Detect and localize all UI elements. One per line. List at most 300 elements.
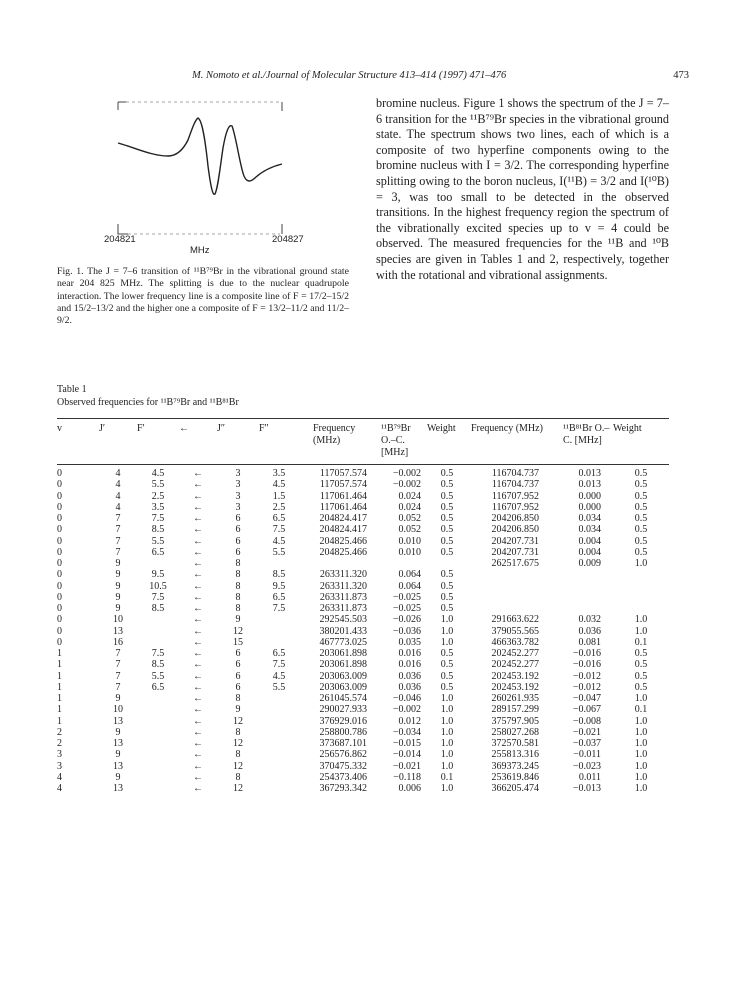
table-row: [57, 592, 669, 603]
spectrum-trace: [118, 118, 282, 194]
cell-weight-79: 0.5: [440, 580, 454, 592]
cell-weight-81: 0.5: [634, 648, 648, 659]
cell-j-upper: 9: [115, 693, 121, 704]
cell-oc-81: −0.012: [572, 670, 601, 682]
cell-oc-81: 0.011: [578, 771, 601, 783]
table-row: [57, 536, 669, 547]
cell-j-upper: 4: [115, 501, 121, 513]
cell-j-lower: 6: [235, 524, 241, 536]
cell-weight-79: 0.5: [440, 513, 454, 524]
cell-oc-81: 0.036: [578, 625, 601, 637]
table-row: [57, 491, 669, 502]
table-row: [57, 693, 669, 704]
cell-weight-79: [427, 558, 467, 569]
cell-f-upper: 5.5: [151, 479, 165, 491]
cell-j-upper: 9: [115, 603, 121, 614]
cell-f-lower: 4.5: [272, 479, 286, 491]
cell-j-upper: 4: [115, 490, 121, 502]
cell-v: 3: [57, 749, 62, 761]
cell-f-upper: [137, 783, 179, 794]
cell-weight-79: 0.5: [440, 591, 454, 603]
cell-j-lower: 6: [235, 535, 241, 547]
cell-frequency-81: 204206.850: [491, 513, 539, 524]
cell-v: 1: [57, 648, 62, 659]
cell-j-upper: 13: [113, 625, 123, 637]
cell-f-lower: 4.5: [272, 535, 286, 547]
cell-frequency-79: 292545.503: [319, 614, 367, 626]
cell-frequency-81: [467, 569, 557, 580]
cell-weight-81: 0.5: [634, 546, 648, 558]
col-header-f-lower: F″: [259, 423, 269, 434]
cell-j-lower: 8: [235, 558, 241, 569]
cell-frequency-81: 204206.850: [491, 524, 539, 536]
cell-weight-79: 0.5: [440, 603, 454, 614]
cell-oc-79: 0.016: [398, 648, 421, 659]
cell-arrow: ←: [193, 490, 203, 502]
cell-v: 1: [57, 670, 62, 682]
cell-v: 0: [57, 558, 62, 569]
cell-f-lower: 5.5: [272, 546, 286, 558]
cell-frequency-81: 366205.474: [491, 783, 539, 794]
cell-frequency-79: 290027.933: [319, 704, 367, 716]
cell-f-upper: [137, 704, 179, 715]
cell-frequency-79: 376929.016: [319, 715, 367, 727]
cell-f-lower: [259, 738, 299, 749]
cell-f-lower: 6.5: [272, 648, 286, 659]
cell-oc-79: −0.026: [392, 614, 421, 626]
cell-oc-81: 0.000: [578, 490, 601, 502]
cell-j-upper: 7: [115, 513, 121, 524]
cell-v: 0: [57, 490, 62, 502]
cell-frequency-79: 204825.466: [319, 535, 367, 547]
cell-oc-81: −0.016: [572, 659, 601, 671]
cell-f-lower: [259, 558, 299, 569]
cell-weight-79: 0.5: [440, 535, 454, 547]
cell-oc-81: −0.008: [572, 715, 601, 727]
cell-j-lower: 8: [235, 591, 241, 603]
cell-weight-81: 0.5: [634, 535, 648, 547]
cell-f-upper: [137, 637, 179, 648]
cell-oc-79: −0.002: [392, 468, 421, 479]
cell-weight-79: 1.0: [440, 726, 454, 738]
cell-oc-79: −0.015: [392, 738, 421, 749]
cell-f-upper: 9.5: [151, 569, 165, 581]
cell-oc-81: [557, 581, 613, 592]
col-header-v: v: [57, 423, 62, 434]
cell-f-lower: [259, 761, 299, 772]
cell-oc-81: −0.021: [572, 726, 601, 738]
cell-frequency-79: 203061.898: [319, 659, 367, 671]
cell-oc-79: 0.024: [398, 490, 421, 502]
cell-frequency-81: 369373.245: [491, 760, 539, 772]
cell-j-lower: 3: [235, 501, 241, 513]
cell-j-upper: 16: [113, 636, 123, 648]
table-body: [57, 464, 669, 794]
cell-oc-79: −0.014: [392, 749, 421, 761]
table-label: Table 1: [57, 384, 87, 395]
cell-f-upper: 7.5: [151, 513, 165, 524]
cell-j-upper: 13: [113, 738, 123, 749]
cell-weight-81: 0.5: [634, 490, 648, 502]
col-header-f-upper: F′: [137, 423, 145, 434]
cell-j-lower: 8: [235, 693, 241, 704]
cell-oc-79: 0.064: [398, 580, 421, 592]
cell-frequency-81: 379055.565: [491, 625, 539, 637]
cell-frequency-81: 116704.737: [491, 468, 539, 479]
cell-f-upper: [137, 693, 179, 704]
cell-oc-81: 0.013: [578, 479, 601, 491]
cell-frequency-81: 116707.952: [491, 490, 539, 502]
cell-j-upper: 7: [115, 524, 121, 536]
cell-frequency-79: 204824.417: [319, 513, 367, 524]
cell-arrow: ←: [193, 580, 203, 592]
cell-weight-79: 1.0: [440, 738, 454, 749]
cell-f-lower: 6.5: [272, 591, 286, 603]
cell-frequency-79: 203061.898: [319, 648, 367, 659]
cell-arrow: ←: [193, 625, 203, 637]
cell-f-upper: [137, 626, 179, 637]
table-row: [57, 716, 669, 727]
page-header: [0, 70, 731, 86]
cell-j-lower: 6: [235, 648, 241, 659]
cell-weight-81: [613, 569, 669, 580]
cell-j-upper: 4: [115, 468, 121, 479]
cell-arrow: ←: [193, 524, 203, 536]
cell-arrow: ←: [193, 726, 203, 738]
table-row: [57, 749, 669, 760]
cell-j-upper: 9: [115, 749, 121, 761]
cell-v: 0: [57, 614, 62, 626]
cell-oc-81: [557, 603, 613, 614]
cell-frequency-79: 117057.574: [319, 479, 367, 491]
figure-caption-text: Fig. 1. The J = 7–6 transition of ¹¹B⁷⁹Br in the vibrational ground state near 204 825 MHz. The splitting is due to the nuclear quadrupole interaction. The lower frequency line is a composite line of F = 17/2–15/2 and 15/2–13/2 and the higher one a composite of F = 13/2–11/2 and 11/2–9/2.: [57, 266, 349, 327]
table-row: [57, 603, 669, 614]
cell-oc-81: 0.081: [578, 636, 601, 648]
cell-j-lower: 6: [235, 513, 241, 524]
cell-frequency-81: 372570.581: [491, 738, 539, 749]
cell-j-lower: 12: [233, 783, 243, 794]
cell-weight-79: 0.5: [440, 670, 454, 682]
cell-f-lower: [259, 614, 299, 625]
cell-oc-81: 0.009: [578, 558, 601, 569]
cell-weight-79: 1.0: [440, 783, 454, 794]
cell-weight-81: 0.5: [634, 670, 648, 682]
cell-oc-81: [557, 569, 613, 580]
cell-oc-79: −0.021: [392, 760, 421, 772]
cell-f-lower: [259, 626, 299, 637]
cell-f-upper: 3.5: [151, 501, 165, 513]
cell-oc-81: −0.012: [572, 681, 601, 693]
cell-frequency-81: 260261.935: [491, 693, 539, 704]
cell-v: 0: [57, 569, 62, 581]
cell-frequency-79: 204825.466: [319, 546, 367, 558]
table-row: [57, 727, 669, 738]
journal-citation: M. Nomoto et al./Journal of Molecular Structure 413–414 (1997) 471–476: [192, 70, 507, 81]
cell-v: 1: [57, 704, 62, 716]
cell-v: 2: [57, 738, 62, 749]
table-row: [57, 682, 669, 693]
cell-frequency-81: 202452.277: [491, 648, 539, 659]
cell-frequency-79: 373687.101: [319, 738, 367, 749]
cell-f-lower: [259, 727, 299, 738]
cell-j-lower: 6: [235, 659, 241, 671]
cell-frequency-81: 466363.782: [491, 636, 539, 648]
cell-v: 1: [57, 693, 62, 704]
cell-oc-79: −0.025: [392, 603, 421, 614]
cell-j-lower: 12: [233, 738, 243, 749]
cell-arrow: ←: [193, 715, 203, 727]
cell-f-lower: 7.5: [272, 524, 286, 536]
cell-frequency-81: 202452.277: [491, 659, 539, 671]
cell-f-upper: [137, 772, 179, 783]
cell-frequency-79: 258800.786: [319, 726, 367, 738]
cell-oc-81: −0.047: [572, 693, 601, 704]
cell-arrow: ←: [193, 648, 203, 659]
col-header-j-lower: J″: [217, 423, 226, 434]
body-paragraph: bromine nucleus. Figure 1 shows the spectrum of the J = 7–6 transition for the ¹¹B⁷⁹Br species in the vibrational ground state. The spectrum shows two lines, each of which is a composite of two hyperfine components owing to the bromine nucleus with I = 3/2. The corresponding hyperfine splitting owing to the boron nucleus, I(¹¹B) = 3/2 and I(¹⁰B) = 3, was too small to be detected in the observed transitions. In the highest frequency region the spectrum of the vibrationally excited species up to v = 4 could be observed. The measured frequencies for the ¹¹B and ¹⁰B species are given in Tables 1 and 2, respectively, together with the rotational and vibrational assignments.: [376, 96, 669, 282]
cell-weight-81: 0.5: [634, 468, 648, 479]
cell-f-upper: 5.5: [151, 670, 165, 682]
x-tick-label: 204827: [272, 234, 304, 245]
table-row: [57, 464, 669, 479]
cell-v: 0: [57, 468, 62, 479]
cell-weight-79: 0.5: [440, 501, 454, 513]
cell-arrow: ←: [193, 546, 203, 558]
cell-weight-79: 1.0: [440, 715, 454, 727]
cell-weight-79: 1.0: [440, 614, 454, 626]
cell-j-upper: 9: [115, 558, 121, 569]
cell-v: 0: [57, 479, 62, 491]
cell-oc-79: 0.035: [398, 636, 421, 648]
table-row: [57, 581, 669, 592]
cell-frequency-79: 254373.406: [319, 771, 367, 783]
cell-arrow: ←: [193, 693, 203, 704]
cell-f-upper: [137, 716, 179, 727]
cell-frequency-79: 203063.009: [319, 681, 367, 693]
cell-v: 1: [57, 681, 62, 693]
cell-frequency-81: 375797.905: [491, 715, 539, 727]
cell-frequency-81: 202453.192: [491, 670, 539, 682]
cell-j-lower: 6: [235, 681, 241, 693]
cell-oc-81: 0.000: [578, 501, 601, 513]
cell-frequency-81: 253619.846: [491, 771, 539, 783]
cell-arrow: ←: [193, 535, 203, 547]
cell-oc-79: −0.118: [393, 771, 421, 783]
cell-weight-81: 1.0: [634, 726, 648, 738]
table-header-row: [57, 420, 669, 464]
cell-oc-79: 0.016: [398, 659, 421, 671]
table-row: [57, 558, 669, 569]
table-row: [57, 547, 669, 558]
cell-j-upper: 7: [115, 670, 121, 682]
cell-weight-79: 1.0: [440, 625, 454, 637]
cell-j-upper: 9: [115, 771, 121, 783]
cell-weight-79: 0.5: [440, 648, 454, 659]
cell-f-lower: 3.5: [272, 468, 286, 479]
cell-frequency-81: [467, 603, 557, 614]
col-header-weight-81: Weight: [613, 423, 642, 434]
cell-oc-79: −0.046: [392, 693, 421, 704]
cell-weight-81: [613, 581, 669, 592]
table-row: [57, 659, 669, 670]
cell-weight-81: 0.5: [634, 524, 648, 536]
cell-oc-79: −0.002: [392, 479, 421, 491]
table-row: [57, 479, 669, 490]
cell-v: 0: [57, 580, 62, 592]
table-row: [57, 502, 669, 513]
cell-f-lower: [259, 772, 299, 783]
cell-oc-79: −0.025: [392, 591, 421, 603]
cell-j-upper: 7: [115, 659, 121, 671]
table-row: [57, 761, 669, 772]
cell-f-upper: 6.5: [151, 681, 165, 693]
table-top-rule: [57, 418, 669, 419]
cell-frequency-81: 258027.268: [491, 726, 539, 738]
cell-oc-79: 0.052: [398, 513, 421, 524]
figure-caption: [57, 266, 349, 327]
cell-oc-79: 0.010: [398, 535, 421, 547]
cell-weight-79: 0.5: [440, 524, 454, 536]
cell-frequency-79: 380201.433: [319, 625, 367, 637]
table-title: Observed frequencies for ¹¹B⁷⁹Br and ¹¹B⁸¹Br: [57, 396, 239, 408]
cell-weight-81: 1.0: [634, 749, 648, 761]
cell-f-upper: 2.5: [151, 490, 165, 502]
cell-v: 0: [57, 501, 62, 513]
cell-frequency-79: 263311.873: [319, 591, 367, 603]
cell-frequency-81: 204207.731: [491, 546, 539, 558]
cell-oc-81: 0.034: [578, 513, 601, 524]
cell-frequency-81: 262517.675: [491, 558, 539, 569]
cell-j-lower: 8: [235, 580, 241, 592]
cell-j-lower: 9: [235, 614, 241, 626]
cell-weight-81: 0.5: [634, 513, 648, 524]
cell-arrow: ←: [193, 569, 203, 581]
cell-oc-81: −0.067: [572, 704, 601, 716]
cell-arrow: ←: [193, 749, 203, 761]
cell-oc-79: 0.006: [398, 783, 421, 794]
cell-frequency-79: 117061.464: [319, 501, 367, 513]
cell-v: 3: [57, 760, 62, 772]
cell-frequency-79: [299, 558, 381, 569]
cell-weight-81: 0.1: [634, 704, 648, 716]
cell-frequency-81: 204207.731: [491, 535, 539, 547]
cell-f-upper: [137, 738, 179, 749]
cell-weight-81: 1.0: [634, 614, 648, 626]
table-row: [57, 671, 669, 682]
spectrum-plot: [96, 96, 348, 272]
table-row: [57, 513, 669, 524]
cell-j-lower: 12: [233, 625, 243, 637]
cell-arrow: ←: [193, 591, 203, 603]
cell-arrow: ←: [193, 704, 203, 716]
cell-j-upper: 9: [115, 726, 121, 738]
cell-weight-79: 0.5: [440, 681, 454, 693]
cell-arrow: ←: [193, 760, 203, 772]
cell-weight-79: 1.0: [440, 704, 454, 716]
cell-frequency-81: 255813.316: [491, 749, 539, 761]
cell-v: 0: [57, 535, 62, 547]
cell-arrow: ←: [193, 670, 203, 682]
cell-j-lower: 3: [235, 490, 241, 502]
cell-weight-79: 1.0: [440, 749, 454, 761]
cell-weight-81: 1.0: [634, 558, 648, 569]
table-row: [57, 772, 669, 783]
cell-frequency-79: 117061.464: [319, 490, 367, 502]
cell-frequency-81: [467, 592, 557, 603]
spectrum-figure: [96, 96, 348, 272]
cell-oc-79: [381, 558, 427, 569]
cell-f-lower: [259, 716, 299, 727]
cell-oc-81: [557, 592, 613, 603]
cell-weight-81: 1.0: [634, 625, 648, 637]
cell-f-lower: 9.5: [272, 580, 286, 592]
table-row: [57, 614, 669, 625]
cell-v: 2: [57, 726, 62, 738]
cell-j-lower: 6: [235, 546, 241, 558]
cell-j-lower: 8: [235, 749, 241, 761]
cell-frequency-81: 289157.299: [491, 704, 539, 716]
cell-frequency-81: 116704.737: [491, 479, 539, 491]
table-row: [57, 524, 669, 535]
cell-v: 4: [57, 783, 62, 794]
col-header-frequency-79: Frequency (MHz): [313, 423, 356, 446]
cell-frequency-79: 370475.332: [319, 760, 367, 772]
table-row: [57, 783, 669, 794]
cell-f-lower: 5.5: [272, 681, 286, 693]
cell-oc-79: 0.012: [398, 715, 421, 727]
cell-frequency-81: [467, 581, 557, 592]
cell-f-lower: [259, 704, 299, 715]
cell-f-lower: 4.5: [272, 670, 286, 682]
cell-v: 0: [57, 513, 62, 524]
cell-frequency-79: 263311.873: [319, 603, 367, 614]
table-row: [57, 626, 669, 637]
cell-j-lower: 8: [235, 726, 241, 738]
cell-f-upper: [137, 558, 179, 569]
cell-j-lower: 6: [235, 670, 241, 682]
cell-weight-79: 0.5: [440, 468, 454, 479]
table-row: [57, 569, 669, 580]
cell-frequency-79: 367293.342: [319, 783, 367, 794]
cell-f-upper: 7.5: [151, 591, 165, 603]
cell-weight-79: 1.0: [440, 760, 454, 772]
cell-f-lower: [259, 783, 299, 794]
col-header-weight-79: Weight: [427, 423, 456, 434]
cell-weight-81: 0.5: [634, 681, 648, 693]
page-number: 473: [673, 70, 689, 81]
cell-j-lower: 9: [235, 704, 241, 716]
cell-weight-81: 1.0: [634, 738, 648, 749]
cell-frequency-81: 291663.622: [491, 614, 539, 626]
cell-oc-79: 0.024: [398, 501, 421, 513]
cell-frequency-79: 256576.862: [319, 749, 367, 761]
cell-frequency-81: 116707.952: [491, 501, 539, 513]
cell-j-upper: 13: [113, 760, 123, 772]
cell-oc-79: −0.034: [392, 726, 421, 738]
cell-j-lower: 15: [233, 636, 243, 648]
cell-weight-81: 1.0: [634, 771, 648, 783]
cell-j-upper: 7: [115, 648, 121, 659]
cell-v: 0: [57, 636, 62, 648]
table-row: [57, 738, 669, 749]
cell-f-upper: [137, 761, 179, 772]
cell-j-lower: 3: [235, 468, 241, 479]
cell-v: 4: [57, 771, 62, 783]
cell-j-lower: 8: [235, 569, 241, 581]
cell-j-upper: 10: [113, 614, 123, 626]
cell-v: 0: [57, 546, 62, 558]
cell-v: 1: [57, 715, 62, 727]
